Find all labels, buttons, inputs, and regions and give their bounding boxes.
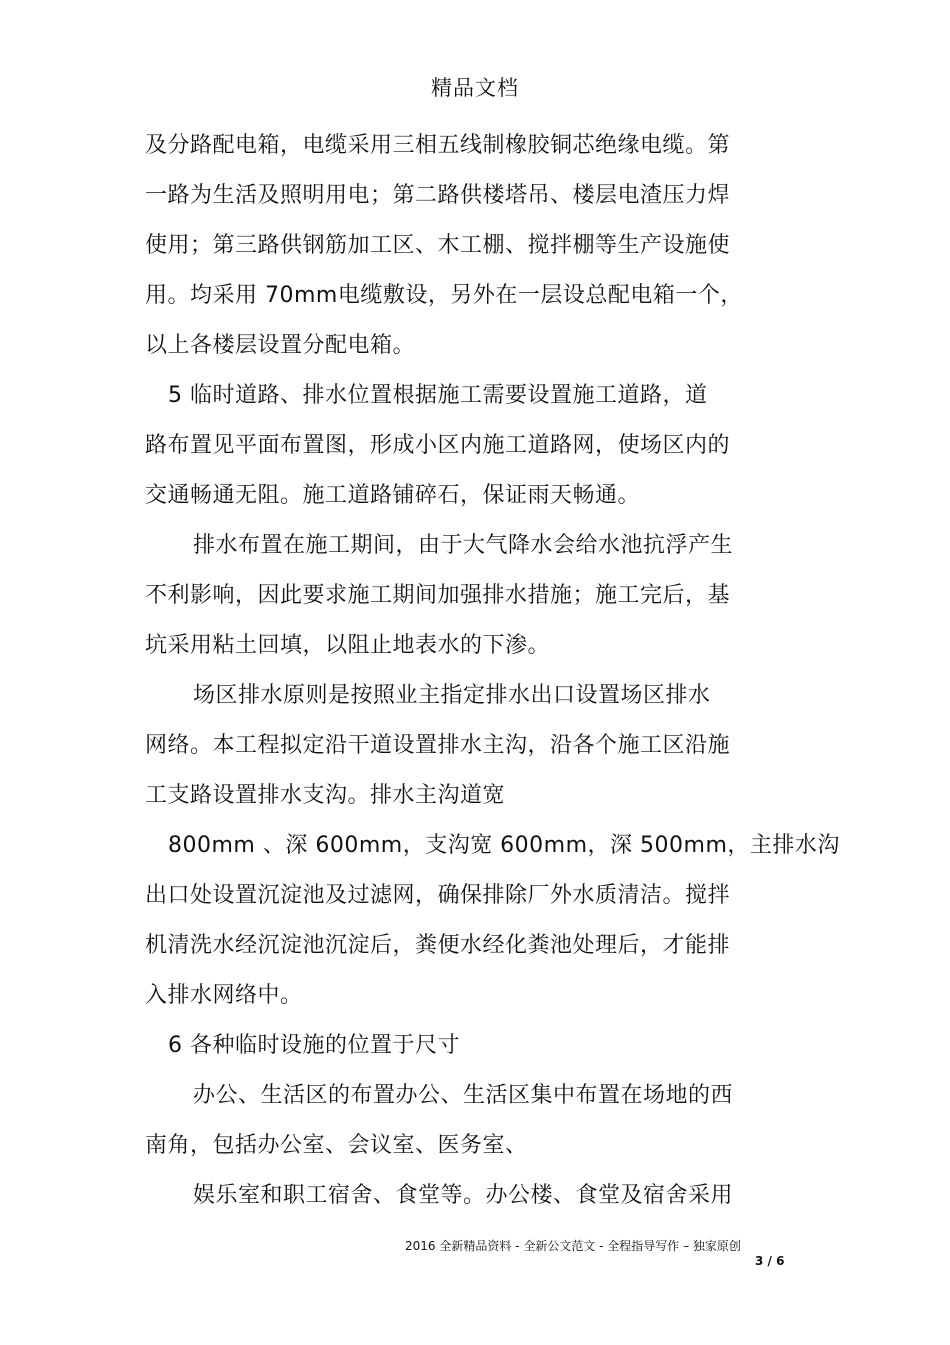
- page-header: 精品文档: [431, 76, 519, 100]
- page-footer: 2016 全新精品资料 - 全新公文范文 - 全程指导写作 – 独家原创: [405, 1239, 741, 1253]
- text-line-22: 娱乐室和职工宿舍、食堂等。办公楼、食堂及宿舍采用: [193, 1183, 734, 1208]
- text-line-14: 工支路设置排水支沟。排水主沟道宽: [145, 783, 506, 808]
- text-line-3: 使用；第三路供钢筋加工区、木工棚、搅拌棚等生产设施使: [145, 233, 731, 258]
- text-line-4: 用。均采用 70mm电缆敷设，另外在一层设总配电箱一个，: [145, 283, 743, 308]
- text-line-17: 机清洗水经沉淀池沉淀后，粪便水经化粪池处理后，才能排: [145, 933, 731, 958]
- section-6-heading: 6 各种临时设施的位置于尺寸: [168, 1033, 460, 1058]
- text-line-dimensions: 800mm 、深 600mm，支沟宽 600mm，深 500mm，主排水沟: [168, 833, 840, 858]
- text-line-21: 南角，包括办公室、会议室、医务室、: [145, 1133, 528, 1158]
- text-line-8: 交通畅通无阻。施工道路铺碎石，保证雨天畅通。: [145, 483, 641, 508]
- text-line-11: 坑采用粘土回填，以阻止地表水的下渗。: [145, 633, 551, 658]
- text-line-18: 入排水网络中。: [145, 983, 303, 1008]
- text-line-2: 一路为生活及照明用电；第二路供楼塔吊、楼层电渣压力焊: [145, 183, 731, 208]
- paragraph-site-drainage-start: 场区排水原则是按照业主指定排水出口设置场区排水: [193, 683, 711, 708]
- text-line-16: 出口处设置沉淀池及过滤网，确保排除厂外水质清洁。搅拌: [145, 883, 731, 908]
- paragraph-office-start: 办公、生活区的布置办公、生活区集中布置在场地的西: [193, 1083, 734, 1108]
- text-line-13: 网络。本工程拟定沿干道设置排水主沟，沿各个施工区沿施: [145, 733, 731, 758]
- page-number: 3 / 6: [755, 1254, 785, 1268]
- section-5-heading: 5 临时道路、排水位置根据施工需要设置施工道路，道: [168, 383, 708, 408]
- text-line-10: 不利影响，因此要求施工期间加强排水措施；施工完后，基: [145, 583, 731, 608]
- paragraph-drainage-start: 排水布置在施工期间，由于大气降水会给水池抗浮产生: [193, 533, 734, 558]
- text-line-1: 及分路配电箱，电缆采用三相五线制橡胶铜芯绝缘电缆。第: [145, 133, 731, 158]
- text-line-7: 路布置见平面布置图，形成小区内施工道路网，使场区内的: [145, 433, 731, 458]
- text-line-5: 以上各楼层设置分配电箱。: [145, 333, 416, 358]
